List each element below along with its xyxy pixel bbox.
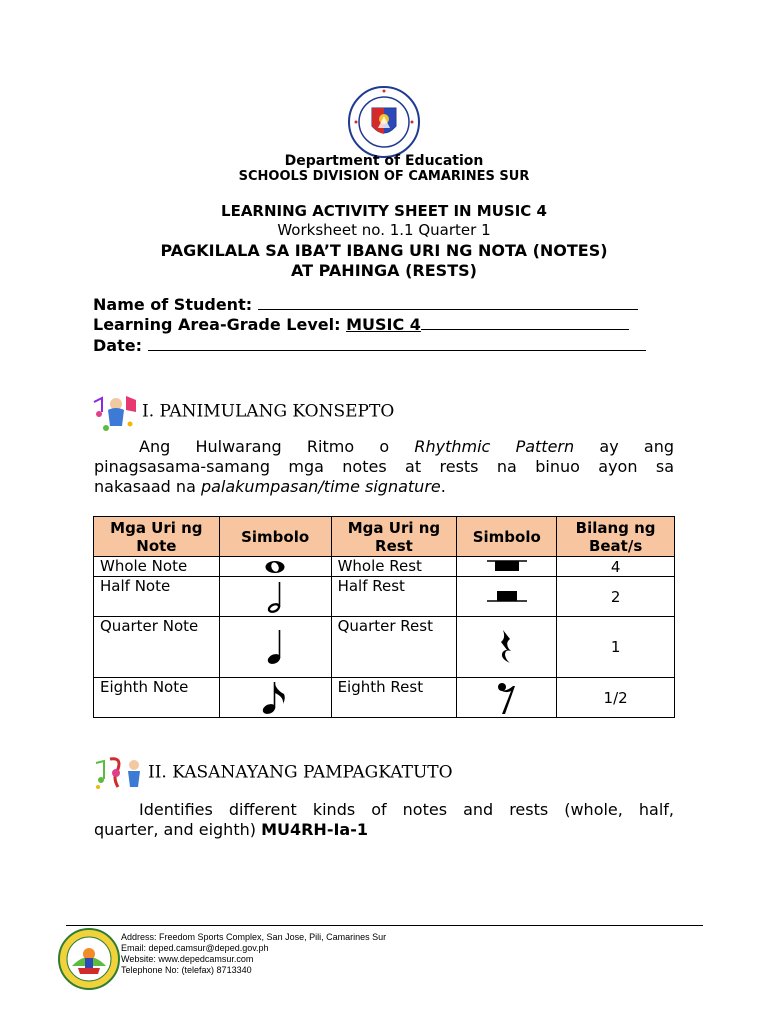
col-header-rest-type: Mga Uri ng Rest bbox=[331, 517, 457, 557]
half-rest-icon bbox=[487, 588, 527, 606]
col-header-rest-symbol: Simbolo bbox=[457, 517, 557, 557]
quarter-note-icon bbox=[265, 628, 285, 666]
col-header-note-symbol: Simbolo bbox=[219, 517, 331, 557]
rest-type-cell: Whole Rest bbox=[331, 557, 457, 577]
beats-cell: 2 bbox=[557, 577, 675, 617]
footer-divider bbox=[66, 925, 703, 926]
student-name-blank[interactable] bbox=[258, 295, 638, 310]
table-row bbox=[94, 617, 675, 678]
whole-note-icon bbox=[264, 560, 286, 574]
grade-level-blank[interactable] bbox=[421, 315, 629, 330]
division-name: SCHOOLS DIVISION OF CAMARINES SUR bbox=[238, 169, 530, 184]
music-kid-icon bbox=[92, 392, 138, 432]
competency-code: MU4RH-Ia-1 bbox=[261, 820, 368, 839]
para-emphasis: palakumpasan/time signature bbox=[200, 477, 441, 496]
footer-contact bbox=[121, 932, 386, 976]
table-header-row bbox=[94, 517, 675, 557]
grade-level-field bbox=[93, 315, 629, 334]
grade-level-value: MUSIC 4 bbox=[346, 315, 421, 334]
topic-title-line2: AT PAHINGA (RESTS) bbox=[291, 261, 477, 280]
eighth-note-icon bbox=[262, 680, 288, 716]
topic-title-line1: PAGKILALA SA IBA’T IBANG URI NG NOTA (NOTES) bbox=[160, 241, 608, 260]
beats-cell: 1 bbox=[557, 617, 675, 678]
student-name-label: Name of Student: bbox=[93, 295, 253, 314]
note-symbol-cell bbox=[219, 678, 331, 718]
section2-paragraph bbox=[94, 800, 674, 840]
para-line: pinagsasama-samang mga notes at rests na binuo ayon sa bbox=[94, 457, 674, 476]
date-field bbox=[93, 336, 646, 355]
eighth-rest-icon bbox=[496, 680, 518, 716]
sheet-title: LEARNING ACTIVITY SHEET IN MUSIC 4 bbox=[221, 202, 547, 220]
deped-seal-logo bbox=[348, 86, 420, 158]
date-blank[interactable] bbox=[148, 336, 646, 351]
note-symbol-cell bbox=[219, 557, 331, 577]
para-text: quarter, and eighth) bbox=[94, 820, 262, 839]
worksheet-number: Worksheet no. 1.1 Quarter 1 bbox=[277, 221, 491, 239]
col-header-note-type: Mga Uri ng Note bbox=[94, 517, 220, 557]
section2-heading bbox=[92, 755, 453, 791]
rest-symbol-cell bbox=[457, 557, 557, 577]
note-type-cell: Whole Note bbox=[94, 557, 220, 577]
section1-heading bbox=[92, 392, 394, 432]
note-type-cell: Half Note bbox=[94, 577, 220, 617]
rest-type-cell: Quarter Rest bbox=[331, 617, 457, 678]
table-row bbox=[94, 557, 675, 577]
rest-symbol-cell bbox=[457, 617, 557, 678]
note-symbol-cell bbox=[219, 617, 331, 678]
footer-address: Address: Freedom Sports Complex, San Jose, Pili, Camarines Sur bbox=[121, 932, 387, 942]
footer-email[interactable]: Email: deped.camsur@deped.gov.ph bbox=[121, 943, 269, 953]
student-name-field bbox=[93, 295, 638, 314]
rest-symbol-cell bbox=[457, 678, 557, 718]
note-type-cell: Quarter Note bbox=[94, 617, 220, 678]
note-type-cell: Eighth Note bbox=[94, 678, 220, 718]
section1-paragraph bbox=[94, 437, 674, 497]
footer-telephone: Telephone No: (telefax) 8713340 bbox=[121, 965, 252, 975]
division-logo bbox=[58, 928, 120, 990]
section1-heading-text: I. PANIMULANG KONSEPTO bbox=[142, 401, 395, 422]
quarter-rest-icon bbox=[497, 628, 517, 666]
half-note-icon bbox=[265, 580, 285, 614]
rest-type-cell: Eighth Rest bbox=[331, 678, 457, 718]
col-header-beats: Bilang ng Beat/s bbox=[557, 517, 675, 557]
para-emphasis: Rhythmic Pattern bbox=[414, 437, 575, 456]
rest-symbol-cell bbox=[457, 577, 557, 617]
para-text: . bbox=[440, 477, 446, 496]
music-instruments-icon bbox=[92, 755, 144, 791]
table-row bbox=[94, 678, 675, 718]
department-name: Department of Education bbox=[284, 153, 484, 169]
rest-type-cell: Half Rest bbox=[331, 577, 457, 617]
date-label: Date: bbox=[93, 336, 142, 355]
para-text: ay ang bbox=[574, 437, 675, 456]
beats-cell: 4 bbox=[557, 557, 675, 577]
notes-rests-table bbox=[93, 516, 675, 718]
para-text: nakasaad na bbox=[94, 477, 201, 496]
section2-heading-text: II. KASANAYANG PAMPAGKATUTO bbox=[148, 762, 453, 783]
whole-rest-icon bbox=[487, 559, 527, 575]
para-line: Identifies different kinds of notes and rests (whole, half, bbox=[139, 800, 674, 819]
footer-website[interactable]: Website: www.depedcamsur.com bbox=[121, 954, 254, 964]
beats-cell: 1/2 bbox=[557, 678, 675, 718]
table-row bbox=[94, 577, 675, 617]
para-line bbox=[94, 820, 674, 840]
note-symbol-cell bbox=[219, 577, 331, 617]
para-line bbox=[94, 477, 674, 497]
para-line bbox=[94, 437, 674, 457]
para-text: Ang Hulwarang Ritmo o bbox=[139, 437, 415, 456]
grade-level-label: Learning Area-Grade Level: bbox=[93, 315, 341, 334]
